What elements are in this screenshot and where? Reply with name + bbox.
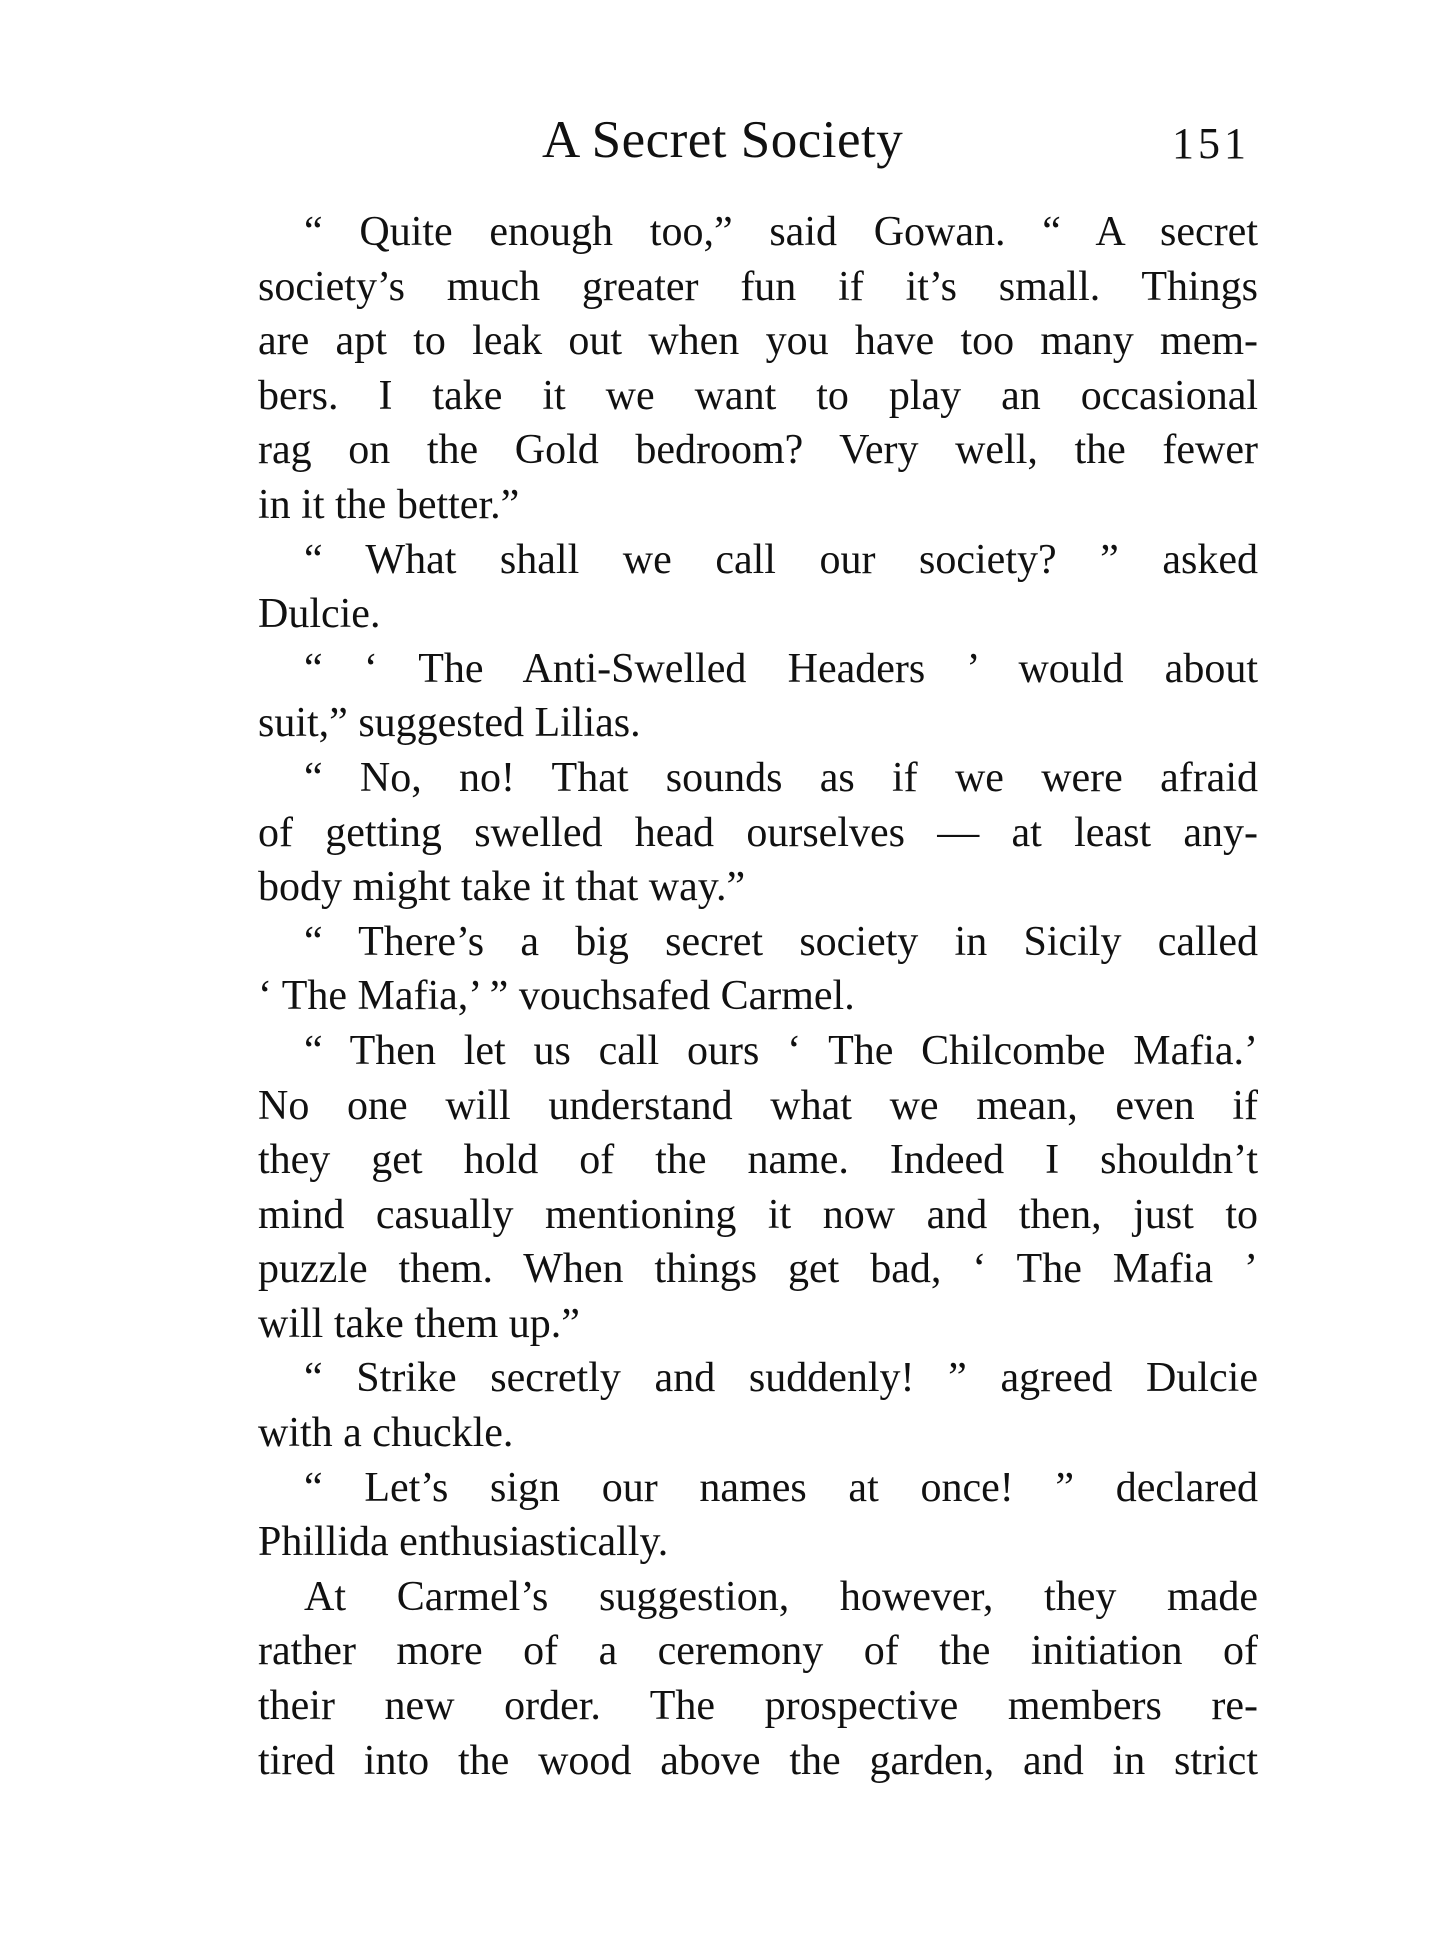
text-line: “ Quite enough too,” said Gowan. “ A secret	[304, 209, 1258, 255]
text-line: Dulcie.	[258, 591, 381, 638]
text-line: they get hold of the name. Indeed I shouldn’t	[258, 1137, 1258, 1184]
text-line: No one will understand what we mean, even if	[258, 1082, 1258, 1129]
text-line: ‘ The Mafia,’ ” vouchsafed Carmel.	[258, 973, 855, 1020]
text-line: tired into the wood above the garden, and in strict	[258, 1737, 1258, 1784]
text-line: “ Then let us call ours ‘ The Chilcombe Mafia.’	[304, 1027, 1258, 1074]
text-line: bers. I take it we want to play an occasional	[258, 372, 1258, 419]
page-number: 151	[1172, 119, 1250, 168]
text-line: “ ‘ The Anti-Swelled Headers ’ would about	[304, 645, 1258, 692]
text-line: rag on the Gold bedroom? Very well, the fewer	[258, 427, 1258, 474]
text-line: “ There’s a big secret society in Sicily called	[304, 918, 1258, 965]
text-line: in it the better.”	[258, 481, 520, 528]
text-line: “ Let’s sign our names at once! ” declared	[304, 1464, 1258, 1511]
text-line: of getting swelled head ourselves — at least any-	[258, 809, 1258, 856]
text-line: will take them up.”	[258, 1300, 580, 1347]
text-line: “ Strike secretly and suddenly! ” agreed Dulcie	[304, 1355, 1258, 1402]
text-line: body might take it that way.”	[258, 864, 746, 911]
text-line: their new order. The prospective members re-	[258, 1683, 1258, 1730]
text-line: society’s much greater fun if it’s small. Things	[258, 263, 1258, 310]
text-line: “ What shall we call our society? ” asked	[304, 536, 1258, 583]
text-line: mind casually mentioning it now and then, just to	[258, 1191, 1258, 1238]
running-head	[258, 105, 1258, 175]
text-line: At Carmel’s suggestion, however, they made	[304, 1573, 1258, 1620]
text-line: puzzle them. When things get bad, ‘ The Mafia ’	[258, 1246, 1258, 1293]
body-text	[258, 205, 1258, 1788]
text-line: with a chuckle.	[258, 1410, 514, 1457]
text-line: rather more of a ceremony of the initiation of	[258, 1628, 1258, 1675]
text-line: Phillida enthusiastically.	[258, 1519, 669, 1566]
text-line: “ No, no! That sounds as if we were afraid	[304, 754, 1258, 801]
running-title: A Secret Society	[542, 111, 904, 169]
text-line: are apt to leak out when you have too many mem-	[258, 318, 1258, 365]
text-line: suit,” suggested Lilias.	[258, 700, 641, 747]
